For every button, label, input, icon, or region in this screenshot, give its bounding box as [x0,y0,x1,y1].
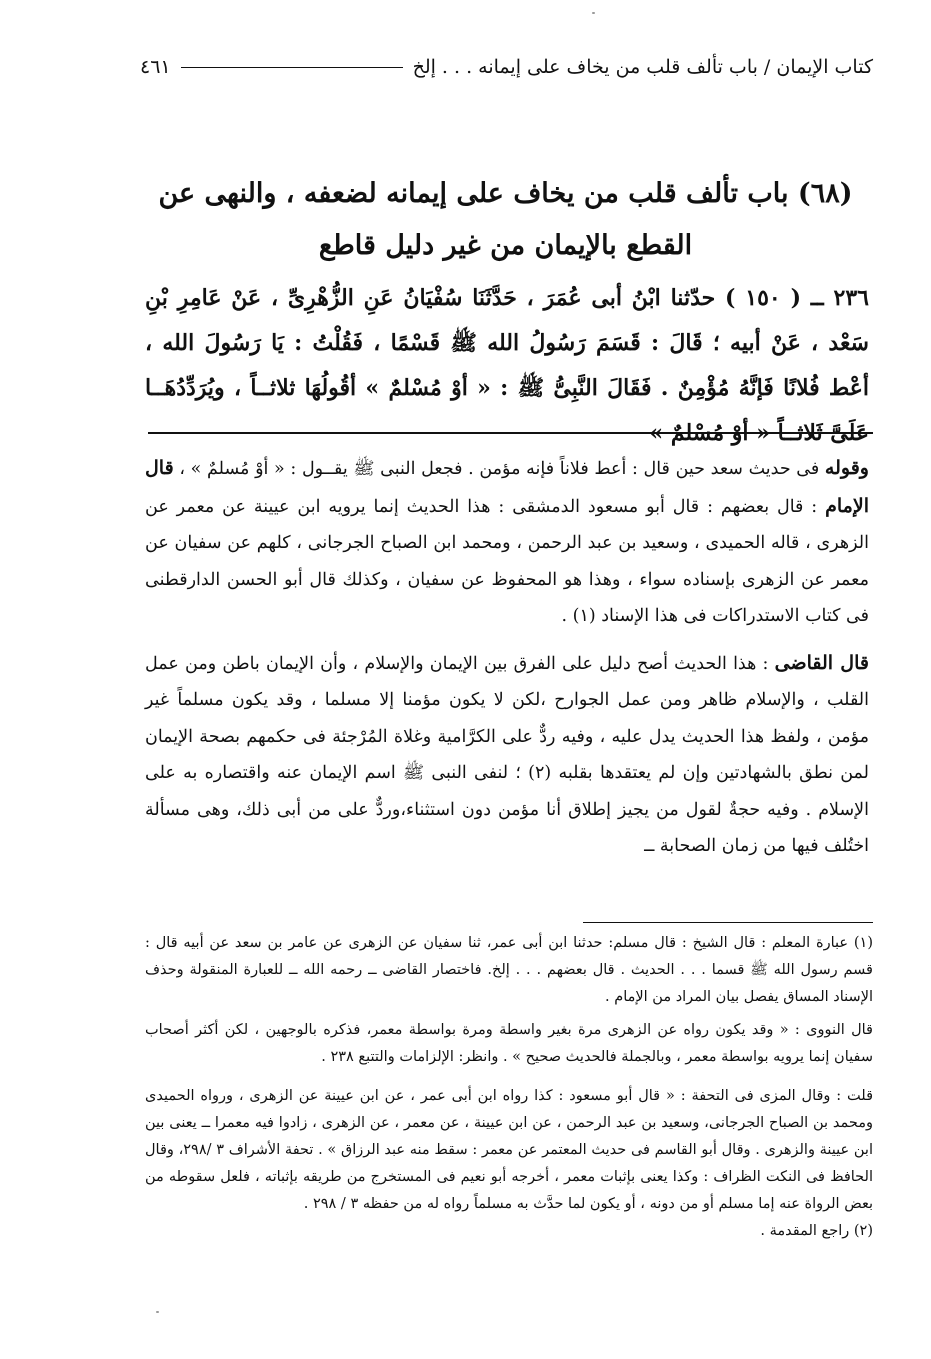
page-number: ٤٦١ [140,56,171,78]
footnote-1: (١) عبارة المعلم : قال الشيخ : قال مسلم: حدثنا ابن أبى عمر، ثنا سفيان عن الزهرى عن عامر بن سعد عن أبيه قال : قسم رسول الله ﷺ قسما . . . الحديث . قال بعضهم . . . إلخ. فاختصار القاضى ــ رحمه الله ــ للعبارة المنقولة وحذف الإسناد المساق يفصل بيان المراد من الإمام . [145,935,873,1005]
scan-speck [592,12,595,14]
hadith-number: ٢٣٦ ــ ( ١٥٠ ) [725,285,869,311]
hadith-body: حدّثنا ابْنُ أبى عُمَرَ ، حَدَّثَنَا سُفْيَانُ عَنِ الزُّهْرِىِّ ، عَنْ عَامِرِ بْنِ سَعْد ، عَنْ أبيه ؛ قَالَ : قَسَمَ رَسُولُ الله ﷺ قَسْمًا ، فَقُلْتُ : يَا رَسُولَ الله ، أعْط فُلانًا فَإنَّهُ مُؤْمِنٌ . فَقَالَ النَّبِىُّ ﷺ : « أوْ مُسْلمٌ » أقُولُهَا ثلاثــاً ، ويُرَدِّدُهَــا عَلَىَّ ثَلاثــاً « أوْ مُسْلمٌ » [145,285,869,446]
commentary-lead: وقوله [824,457,869,479]
scan-speck [156,1311,159,1313]
footnote-2: (٢) راجع المقدمة . [760,1223,873,1239]
commentary-lead-qadi: قال القاضى [774,651,869,674]
commentary-lead-imam: قال الإمام [145,457,869,517]
footnote-1-nawawi: قال النووى : « وقد يكون رواه عن الزهرى مرة بغير واسطة ومرة بواسطة معمر، فذكره بالوجهين ، لكن أكثر أصحاب سفيان إنما يرويه بواسطة معمر ، وبالجملة فالحديث صحيح » . وانظر: الإلزامات والتتبع ٢٣٨ . [145,1022,873,1065]
footnote-1-mizzi: قلت : وقال المزى فى التحفة : « قال أبو مسعود : كذا رواه ابن أبى عمر ، عن ابن عيينة عن الزهرى ، ورواه الحميدى ومحمد بن الصباح الجرجانى، وسعيد بن عبد الرحمن ، عن ابن عيينة ، عن معمر ، عن الزهرى ، زادوا فيه معمرا ــ يعنى بين ابن عيينة والزهرى . وقال أبو القاسم فى حديث المعتمر عن معمر : سقط منه عبد الرزاق » . تحفة الأشراف ٣ /٢٩٨، وقال الحافظ فى النكت الظراف : وكذا يعنى بإثبات معمر ، أخرجه أبو نعيم فى المستخرج من طريقه بإثباته ، فلعل سقوطه من بعض الرواة عنه إما مسلم أو من دونه ، أو يكون لما حدَّث به مسلماً رواه له من حفظه ٣ / ٢٩٨ . [145,1088,873,1212]
footnote-divider [583,922,873,923]
commentary-text: فى حديث سعد حين قال : أعط فلاناً فإنه مؤمن . فجعل النبى ﷺ يقــول : « أوْ مُسلمٌ » ، [179,459,820,479]
running-title: كتاب الإيمان / باب تألف قلب من يخاف على إيمانه . . . إلخ [412,56,873,78]
commentary-text: : هذا الحديث أصح دليل على الفرق بين الإيمان والإسلام ، وأن الإيمان باطن ومن عمل القلب ، والإسلام ظاهر ومن عمل الجوارح ،لكن لا يكون مؤمنا إلا مسلما ، وقد يكون مسلماً غير مؤمن ، ولفظ هذا الحديث يدل عليه ، وفيه ردٌّ على الكرَّامية وغلاة المُرْجئة فى حكمهم بصحة الإيمان لمن نطق بالشهادتين وإن لم يعتقدها بقلبه (٢) ؛ لنفى النبى ﷺ اسم الإيمان عنه واقتصاره به على الإسلام . وفيه حجةٌ لقول من يجيز إطلاق أنا مؤمن دون استثناء،وردٌّ على من أبى ذلك، وهى مسألة اختُلف فيها من زمان الصحابة ــ [145,653,869,856]
section-divider [148,432,873,434]
commentary-text: : قال بعضهم : قال أبو مسعود الدمشقى : هذا الحديث إنما يرويه ابن عيينة عن معمر عن الزهرى ، قاله الحميدى ، وسعيد بن عبد الرحمن ، ومحمد ابن الصباح الجرجانى ، كلهم عن سفيان عن معمر عن الزهرى بإسناده سواء ، وهذا هو المحفوظ عن سفيان ، وكذلك قال أبو الحسن الدارقطنى فى كتاب الاستدراكات فى هذا الإسناد (١) . [145,496,869,626]
hadith-text [145,276,869,456]
running-head [140,52,873,82]
commentary-paragraph [145,645,869,865]
running-head-rule [181,67,403,68]
commentary-paragraph [145,450,869,635]
commentary [145,450,869,865]
footnotes [145,930,873,1245]
chapter-title: (٦٨) باب تألف قلب من يخاف على إيمانه لضعفه ، والنهى عن القطع بالإيمان من غير دليل قاطع [158,178,853,261]
